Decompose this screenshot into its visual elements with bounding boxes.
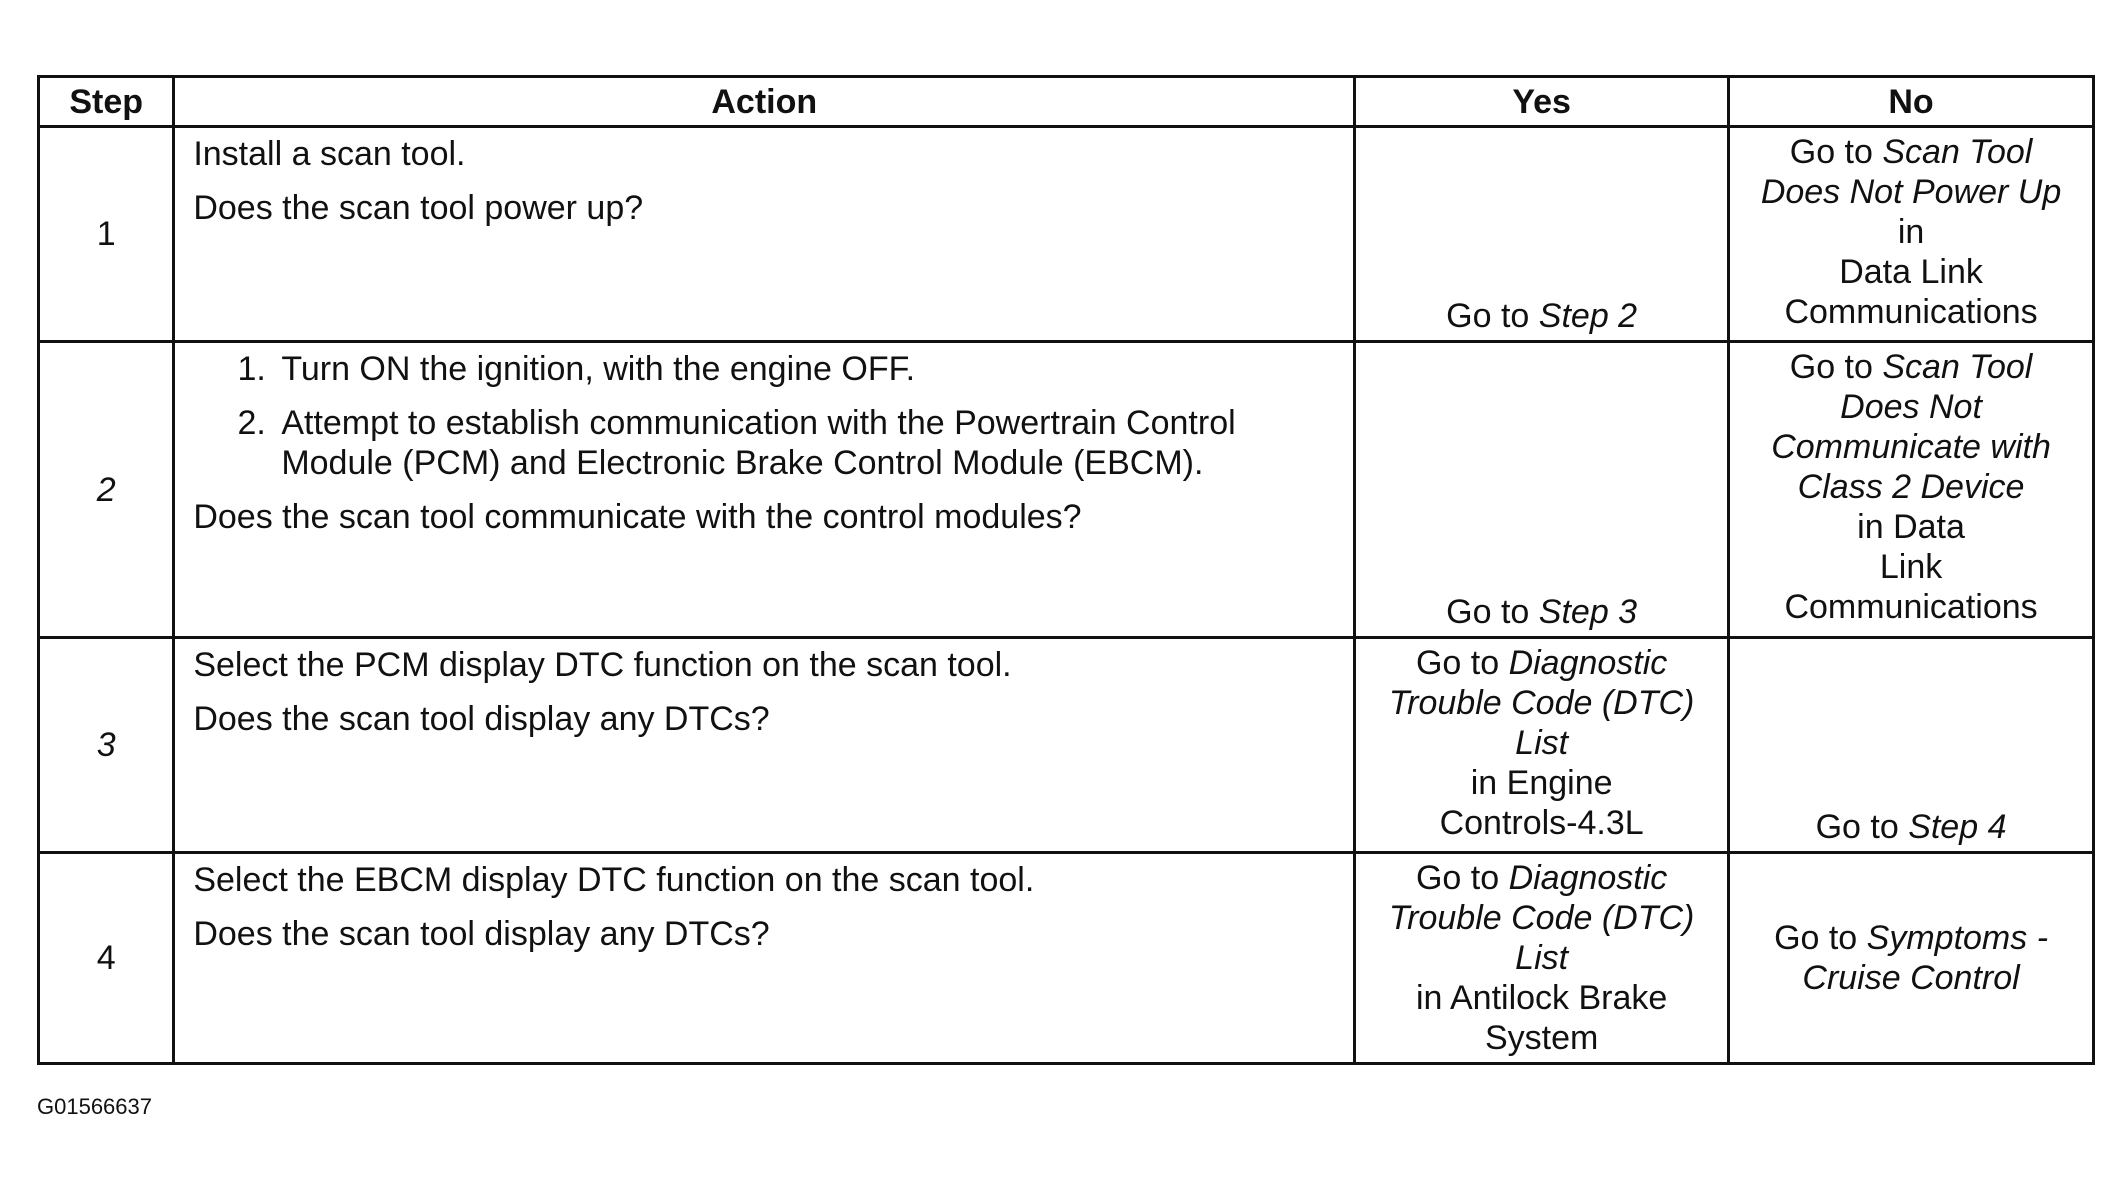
table-row — [39, 127, 2094, 342]
no-link-line[interactable]: Does Not Power Up — [1760, 173, 2062, 211]
yes-link-line — [1362, 858, 1721, 898]
yes-suffix-line: in Antilock Brake — [1415, 979, 1668, 1017]
action-cell — [174, 127, 1355, 342]
no-suffix-line: in Data — [1857, 508, 1965, 546]
header-yes: Yes — [1355, 77, 1729, 127]
yes-link-step-2[interactable]: Step 2 — [1538, 297, 1638, 335]
action-text: Select the PCM display DTC function on the scan tool. — [193, 646, 1012, 684]
header-no: No — [1729, 77, 2094, 127]
no-link-line — [1736, 132, 2086, 172]
no-suffix-line: Communications — [1784, 588, 2038, 626]
no-link-line[interactable]: Communicate with — [1771, 428, 2051, 466]
no-suffix-line: Link — [1879, 548, 1943, 586]
action-text: Select the EBCM display DTC function on the scan tool. — [193, 861, 1035, 899]
diagnostic-table — [37, 75, 2095, 1065]
yes-suffix-line: Controls-4.3L — [1439, 804, 1644, 842]
no-link-line[interactable]: Does Not — [1840, 388, 1982, 426]
no-prefix: Go to — [1789, 348, 1883, 386]
no-link-step-4[interactable]: Step 4 — [1908, 808, 2007, 846]
action-question: Does the scan tool power up? — [193, 189, 644, 227]
no-link-line — [1736, 918, 2086, 958]
action-cell — [174, 342, 1355, 638]
action-question: Does the scan tool communicate with the control modules? — [193, 498, 1082, 536]
no-cell — [1729, 342, 2094, 638]
yes-suffix-line: System — [1484, 1019, 1599, 1057]
no-suffix-line: in — [1897, 213, 1925, 251]
figure-code: G01566637 — [37, 1094, 152, 1119]
no-link-line[interactable]: Class 2 Device — [1797, 468, 2025, 506]
header-action: Action — [174, 77, 1355, 127]
action-list-item: 2. Attempt to establish communication with the Powertrain Control Module (PCM) and Electronic Brake Control Module (EBCM). — [275, 403, 1335, 483]
no-cell — [1729, 638, 2094, 853]
no-prefix: Go to — [1774, 919, 1867, 957]
table-row — [39, 638, 2094, 853]
yes-prefix: Go to — [1446, 297, 1539, 335]
yes-suffix-line: in Engine — [1470, 764, 1613, 802]
no-link-line[interactable]: Cruise Control — [1802, 959, 2020, 997]
yes-link-step-3[interactable]: Step 3 — [1538, 593, 1638, 631]
yes-cell — [1355, 638, 1729, 853]
yes-link-diagnostic[interactable]: Diagnostic — [1508, 859, 1668, 897]
yes-link-line[interactable]: List — [1515, 939, 1569, 977]
no-cell — [1729, 127, 2094, 342]
no-suffix-line: Communications — [1784, 293, 2038, 331]
step-number: 3 — [39, 638, 174, 853]
action-text: Install a scan tool. — [193, 135, 466, 173]
no-cell — [1729, 853, 2094, 1064]
step-number: 1 — [39, 127, 174, 342]
yes-link-line — [1362, 643, 1721, 683]
table-header-row — [39, 77, 2094, 127]
yes-link-line[interactable]: Trouble Code (DTC) — [1388, 684, 1695, 722]
yes-cell — [1355, 342, 1729, 638]
yes-cell — [1355, 127, 1729, 342]
action-list — [193, 349, 1335, 483]
action-cell — [174, 638, 1355, 853]
action-cell — [174, 853, 1355, 1064]
yes-cell — [1355, 853, 1729, 1064]
table-row — [39, 853, 2094, 1064]
no-prefix: Go to — [1789, 133, 1883, 171]
step-number: 2 — [39, 342, 174, 638]
no-link-line — [1736, 347, 2086, 387]
step-number: 4 — [39, 853, 174, 1064]
yes-link-line[interactable]: Trouble Code (DTC) — [1388, 899, 1695, 937]
no-link-scan-tool[interactable]: Scan Tool — [1882, 133, 2033, 171]
action-list-item: 1. Turn ON the ignition, with the engine OFF. — [275, 349, 1335, 389]
action-question: Does the scan tool display any DTCs? — [193, 700, 770, 738]
yes-prefix: Go to — [1415, 859, 1509, 897]
yes-prefix: Go to — [1446, 593, 1539, 631]
action-question: Does the scan tool display any DTCs? — [193, 915, 770, 953]
yes-link-line[interactable]: List — [1515, 724, 1569, 762]
no-prefix: Go to — [1815, 808, 1909, 846]
no-link-scan-tool[interactable]: Scan Tool — [1882, 348, 2033, 386]
yes-prefix: Go to — [1415, 644, 1509, 682]
no-link-symptoms[interactable]: Symptoms - — [1866, 919, 2049, 957]
header-step: Step — [39, 77, 174, 127]
no-suffix-line: Data Link — [1839, 253, 1983, 291]
yes-link-diagnostic[interactable]: Diagnostic — [1508, 644, 1668, 682]
table-row — [39, 342, 2094, 638]
